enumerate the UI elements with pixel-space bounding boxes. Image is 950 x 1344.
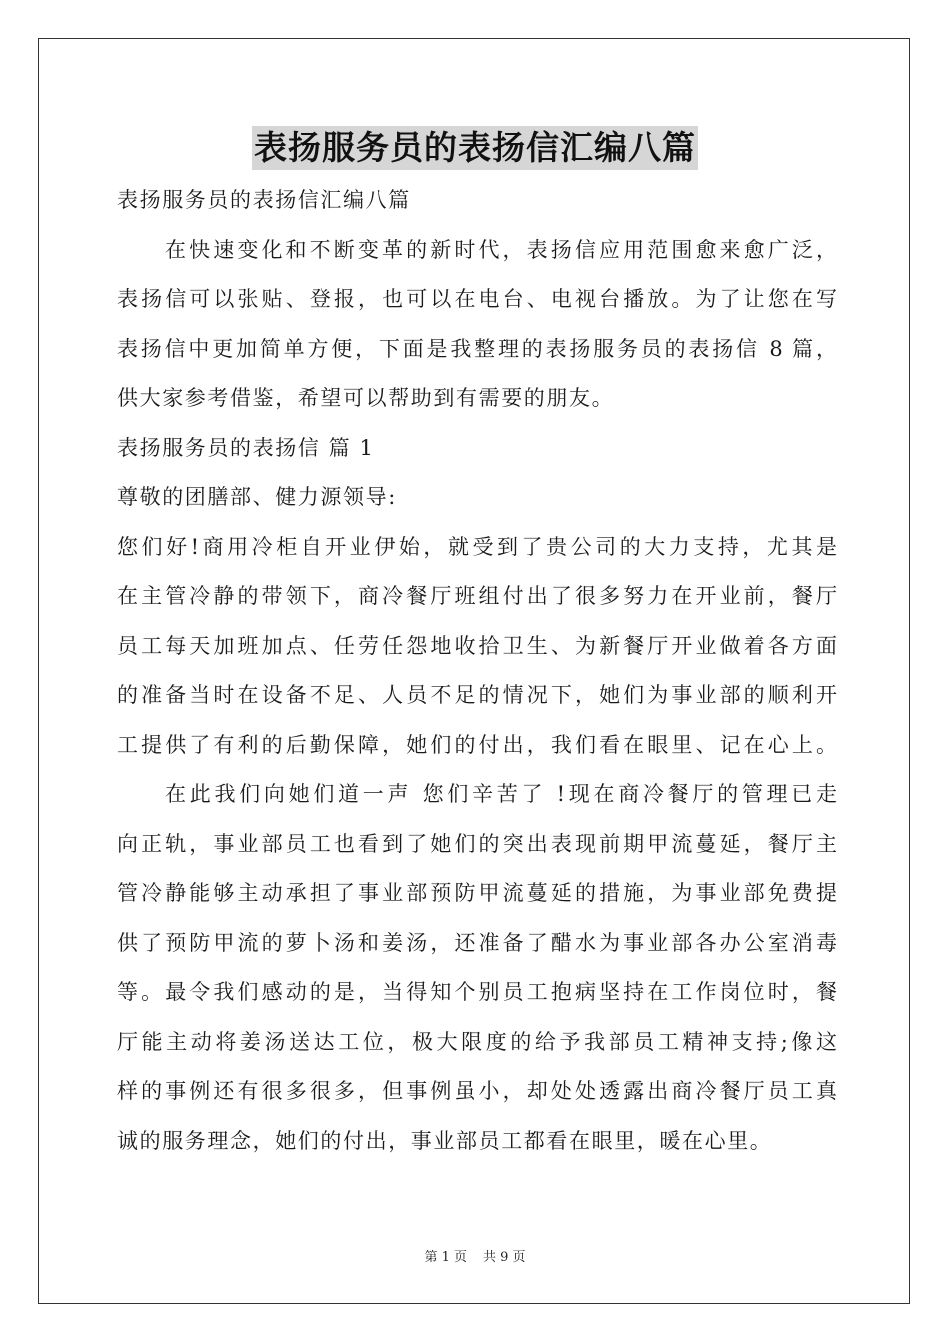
text-line: 的准备当时在设备不足、人员不足的情况下，她们为事业部的顺利开 <box>117 683 837 707</box>
text-line: 表扬信可以张贴、登报，也可以在电台、电视台播放。为了让您在写 <box>117 287 837 311</box>
text-line: 表扬服务员的表扬信 篇 1 <box>117 435 375 460</box>
text-line: 在此我们向她们道一声 您们辛苦了 !现在商冷餐厅的管理已走 <box>165 782 837 806</box>
text-line: 员工每天加班加点、任劳任怨地收拾卫生、为新餐厅开业做着各方面 <box>117 633 837 658</box>
text-line: 在快速变化和不断变革的新时代，表扬信应用范围愈来愈广泛， <box>165 237 837 262</box>
text-line: 样的事例还有很多很多，但事例虽小，却处处透露出商冷餐厅员工真 <box>117 1079 837 1103</box>
text-line: 供大家参考借鉴，希望可以帮助到有需要的朋友。 <box>117 386 615 410</box>
text-line: 诚的服务理念，她们的付出，事业部员工都看在眼里，暖在心里。 <box>117 1128 773 1153</box>
text-line: 向正轨，事业部员工也看到了她们的突出表现前期甲流蔓延，餐厅主 <box>117 831 837 856</box>
page-total: 共 9 页 <box>483 1250 526 1265</box>
text-line: 表扬信中更加简单方便，下面是我整理的表扬服务员的表扬信 8 篇， <box>117 336 837 361</box>
page-footer <box>0 1246 950 1265</box>
text-line: 等。最令我们感动的是，当得知个别员工抱病坚持在工作岗位时，餐 <box>117 980 837 1004</box>
text-line: 厅能主动将姜汤送达工位，极大限度的给予我部员工精神支持;像这 <box>117 1029 837 1054</box>
text-line: 在主管冷静的带领下，商冷餐厅班组付出了很多努力在开业前，餐厅 <box>117 584 837 608</box>
document-title: 表扬服务员的表扬信汇编八篇 <box>252 126 698 170</box>
document-body <box>117 176 837 1166</box>
text-line: 供了预防甲流的萝卜汤和姜汤，还准备了醋水为事业部各办公室消毒 <box>117 930 837 955</box>
text-line: 工提供了有利的后勤保障，她们的付出，我们看在眼里、记在心上。 <box>117 732 837 757</box>
text-line: 表扬服务员的表扬信汇编八篇 <box>117 188 411 212</box>
title-container <box>0 126 950 170</box>
text-line: 管冷静能够主动承担了事业部预防甲流蔓延的措施，为事业部免费提 <box>117 881 837 905</box>
page-number: 第 1 页 <box>424 1250 467 1265</box>
text-line: 您们好!商用冷柜自开业伊始，就受到了贵公司的大力支持，尤其是 <box>117 534 837 559</box>
text-line: 尊敬的团膳部、健力源领导: <box>117 485 397 509</box>
